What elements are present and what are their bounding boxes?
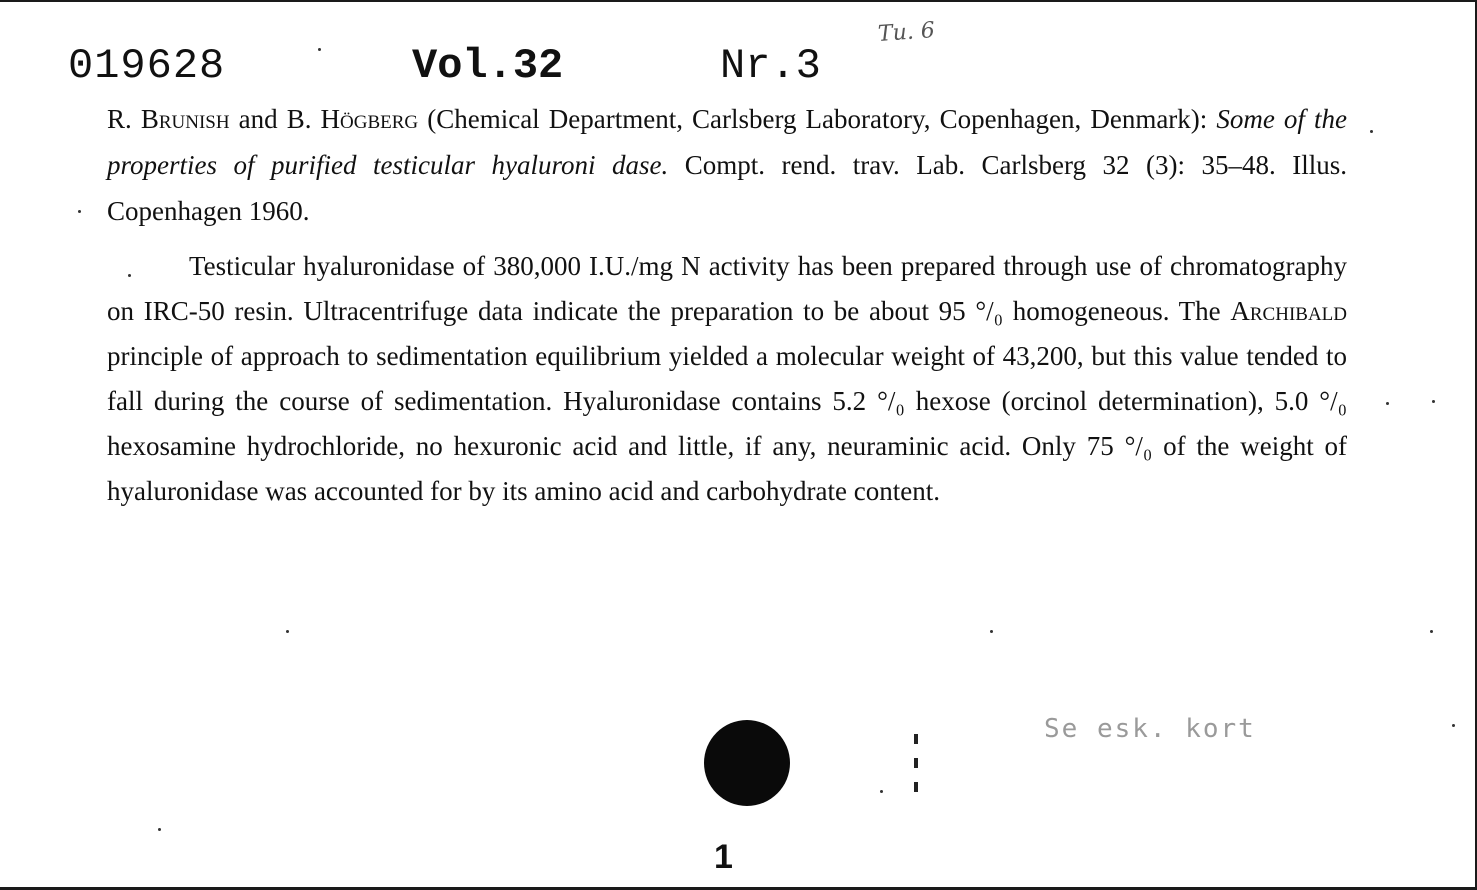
authors-prefix: R. <box>107 104 141 134</box>
citation-block <box>107 96 1347 234</box>
page-mark: 1 <box>714 838 733 876</box>
volume-label: Vol.32 <box>412 42 564 90</box>
abstract-part-2: principle of approach to sedimentation equilibrium yielded a molecular weight of 43,200, but this value tended to fall during the course of sedimentation. Hyaluronidase contains 5.2 °/₀ hexose (orcinol determination), 5.0 °/₀ hexosamine hydrochloride, no hexuronic acid and little, if any, neuraminic acid. Only 75 °/₀ of the weight of hyaluronidase was accounted for by its amino acid and carbohydrate content. <box>107 341 1347 506</box>
abstract-paragraph <box>107 244 1347 514</box>
speck <box>78 210 81 213</box>
speck <box>286 630 289 633</box>
cross-reference-stamp: Se esk. kort <box>1044 714 1256 744</box>
article-title: Some of the properties of purified testicular hyaluroni dase. <box>107 104 1347 180</box>
speck <box>880 790 883 793</box>
speck <box>158 828 161 831</box>
card-header <box>68 42 1068 92</box>
margin-mark <box>914 758 918 768</box>
issue-label: Nr.3 <box>720 42 821 90</box>
margin-mark <box>914 782 918 792</box>
speck <box>318 48 321 51</box>
speck <box>1452 724 1455 727</box>
archibald-name: Archibald <box>1230 296 1347 326</box>
abstract-part-1: Testicular hyaluronidase of 380,000 I.U./mg N activity has been prepared through use of chromatography on IRC-50 resin. Ultracentrifuge data indicate the preparation to be about 95 °/₀ homogeneous. The <box>107 251 1347 326</box>
accession-number: 019628 <box>68 42 226 90</box>
author-2: Högberg <box>320 104 419 134</box>
speck <box>1370 130 1373 133</box>
speck <box>990 630 993 633</box>
speck <box>1386 402 1389 405</box>
affiliation: (Chemical Department, Carlsberg Laboratory, Copenhagen, Denmark): <box>418 104 1217 134</box>
source-reference: Compt. rend. trav. Lab. Carlsberg 32 (3): 35–48. Illus. Copenhagen 1960. <box>107 150 1347 226</box>
speck <box>1432 400 1435 403</box>
author-1: Brunish <box>140 104 230 134</box>
handwritten-note: Tu. 6 <box>877 18 936 47</box>
margin-marks <box>912 724 920 796</box>
speck <box>1430 630 1433 633</box>
punch-hole <box>704 720 790 806</box>
and-text: and B. <box>229 104 321 134</box>
speck <box>128 274 131 277</box>
margin-mark <box>914 734 918 744</box>
